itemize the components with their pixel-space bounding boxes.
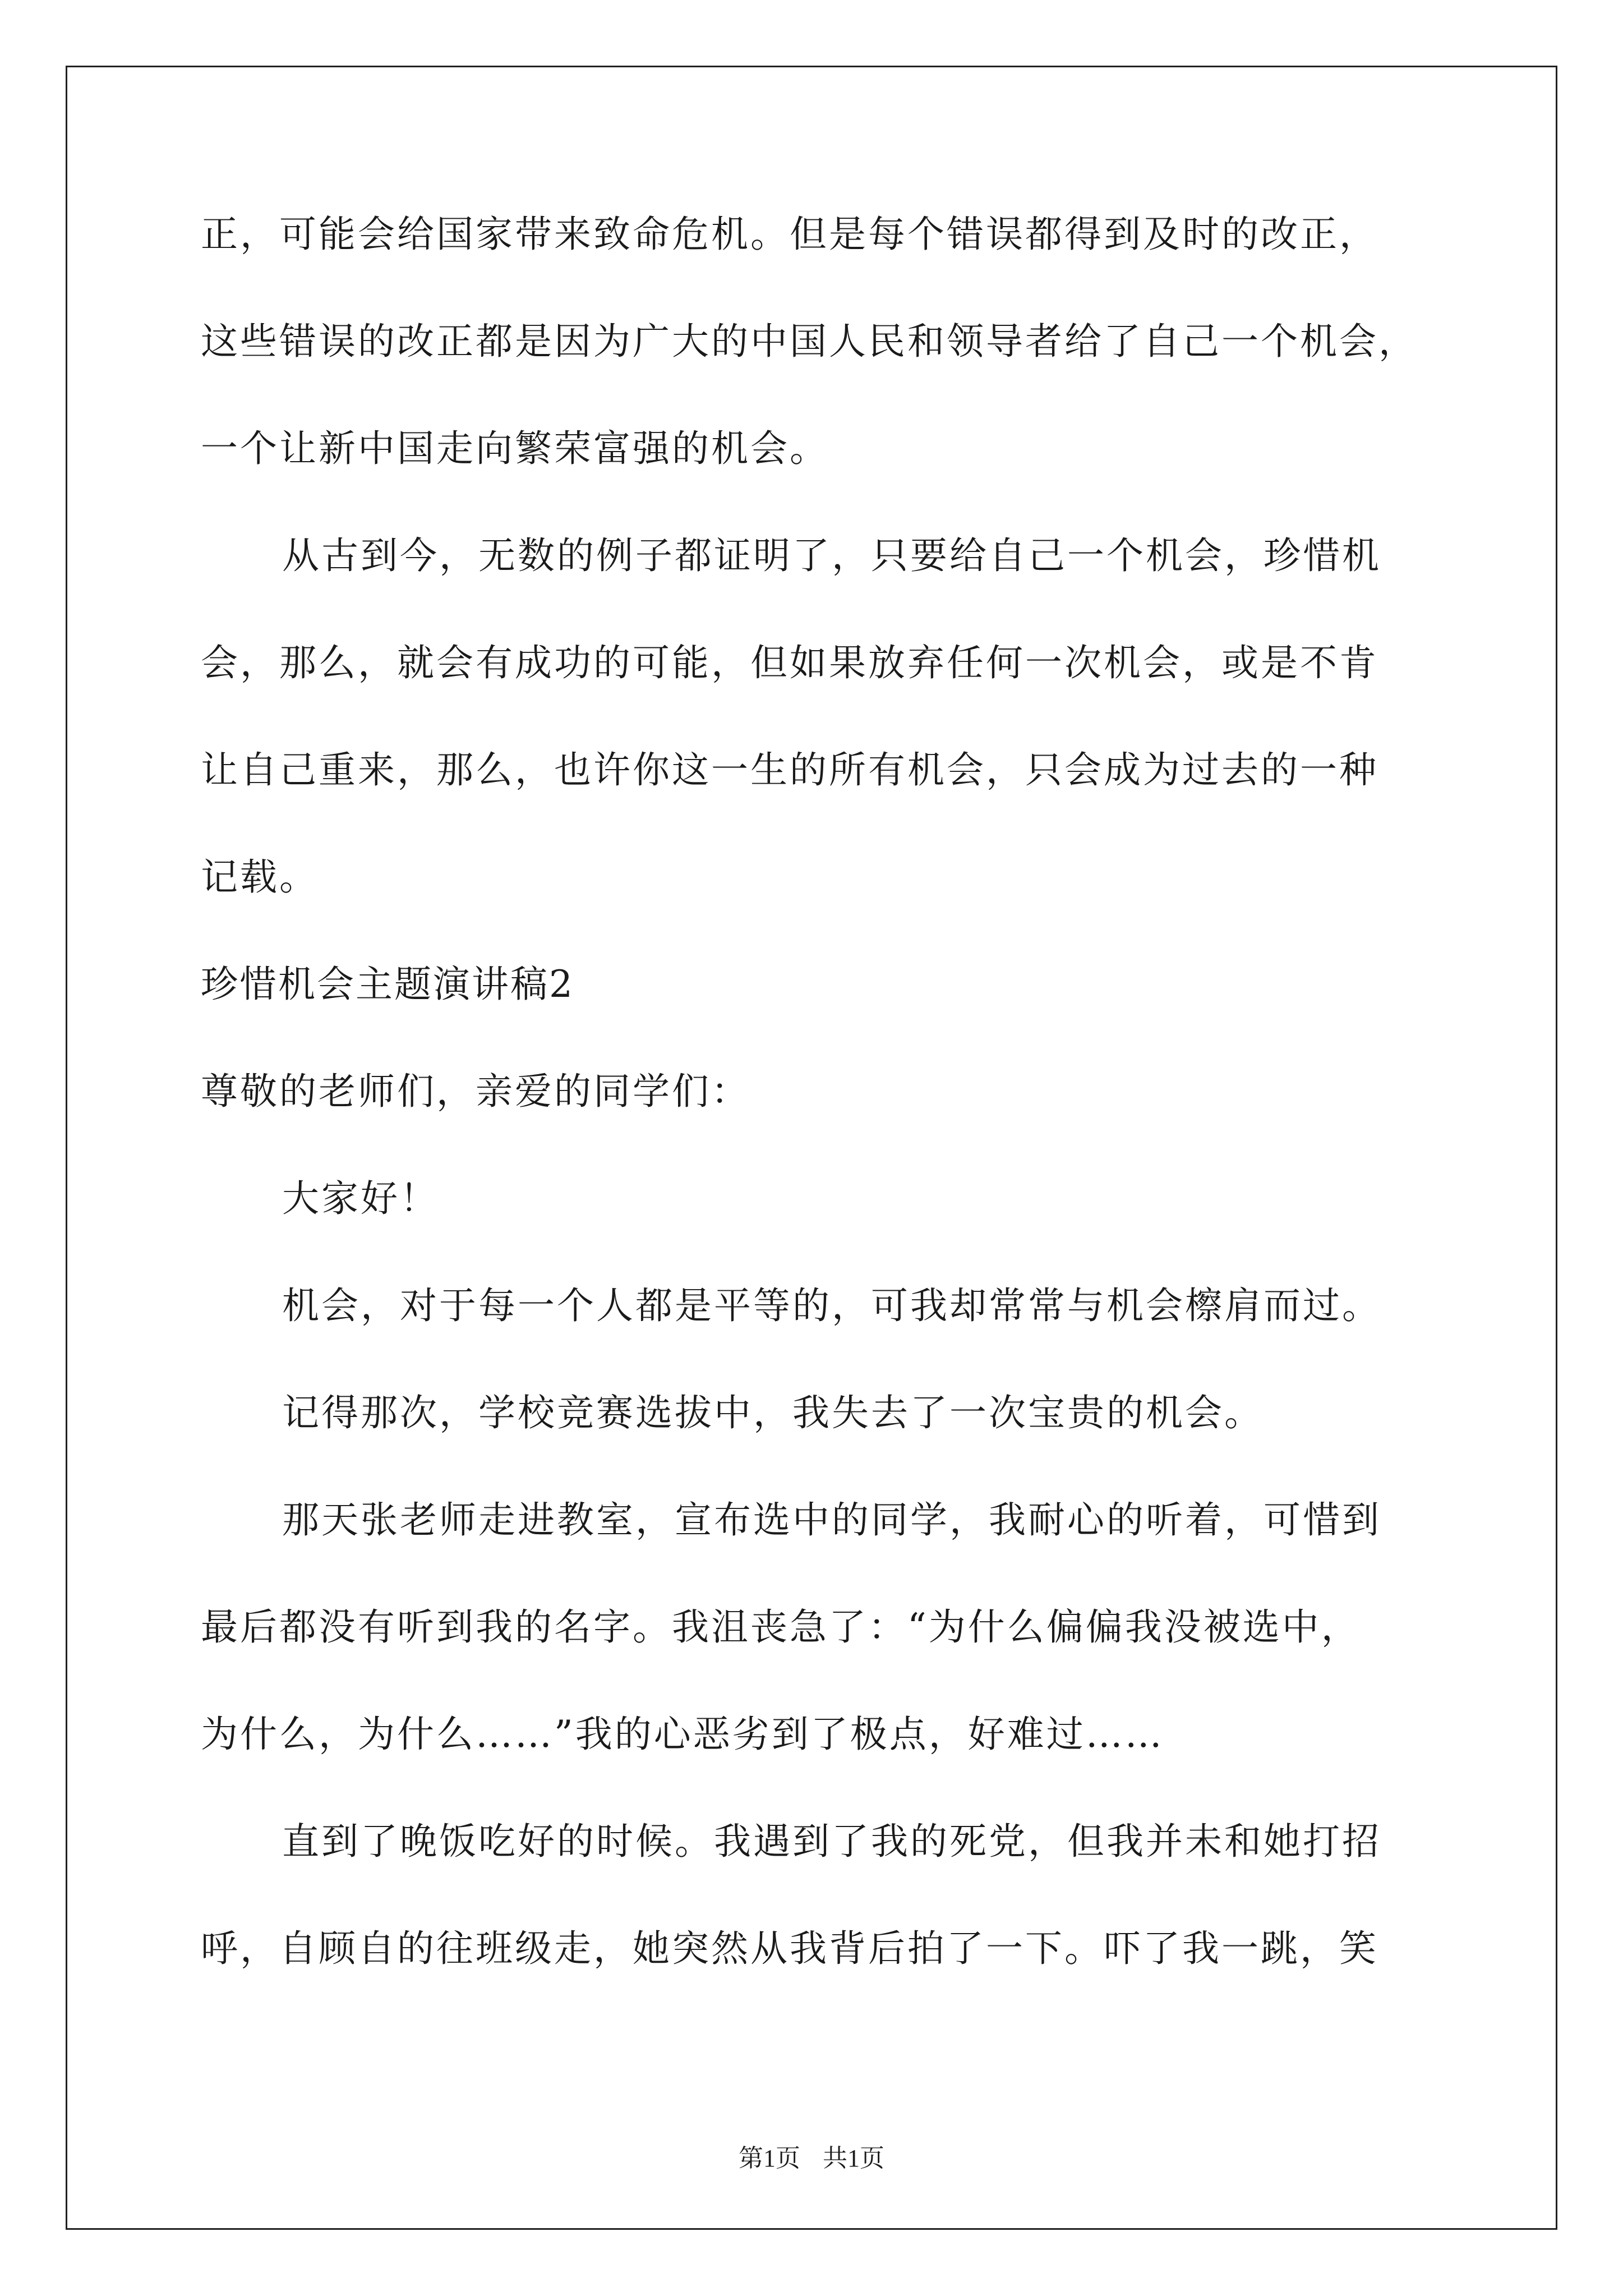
section-title: 珍惜机会主题演讲稿2 <box>201 963 574 1006</box>
page-number: 第1页 <box>739 2145 800 2172</box>
paragraph-start: 机会，对于每一个人都是平等的，可我却常常与机会檫肩而过。 <box>282 1284 1381 1327</box>
text-line: 呼，自顾自的往班级走，她突然从我背后拍了一下。吓了我一跳，笑 <box>201 1927 1378 1970</box>
paragraph-start: 从古到今，无数的例子都证明了，只要给自己一个机会，珍惜机 <box>282 534 1381 577</box>
salutation: 尊敬的老师们，亲爱的同学们： <box>201 1070 750 1113</box>
text-line: 让自己重来，那么，也许你这一生的所有机会，只会成为过去的一种 <box>201 748 1378 792</box>
page-total: 共1页 <box>823 2145 884 2172</box>
text-line: 最后都没有听到我的名字。我沮丧急了：“为什么偏偏我没被选中， <box>201 1605 1361 1649</box>
paragraph-start: 记得那次，学校竞赛选拔中，我失去了一次宝贵的机会。 <box>282 1391 1264 1434</box>
text-line: 一个让新中国走向繁荣富强的机会。 <box>201 427 829 470</box>
paragraph-start: 直到了晚饭吃好的时候。我遇到了我的死党，但我并未和她打招 <box>282 1820 1381 1863</box>
page-footer <box>0 2142 1623 2175</box>
greeting: 大家好！ <box>282 1177 439 1220</box>
text-line: 会，那么，就会有成功的可能，但如果放弃任何一次机会，或是不肯 <box>201 641 1378 684</box>
text-line: 这些错误的改正都是因为广大的中国人民和领导者给了自己一个机会， <box>201 320 1418 363</box>
text-line: 记载。 <box>201 855 319 899</box>
text-line: 正，可能会给国家带来致命危机。但是每个错误都得到及时的改正， <box>201 213 1378 256</box>
paragraph-start: 那天张老师走进教室，宣布选中的同学，我耐心的听着，可惜到 <box>282 1498 1381 1542</box>
document-body <box>201 208 1435 2029</box>
text-line: 为什么，为什么……”我的心恶劣到了极点，好难过…… <box>201 1713 1164 1756</box>
